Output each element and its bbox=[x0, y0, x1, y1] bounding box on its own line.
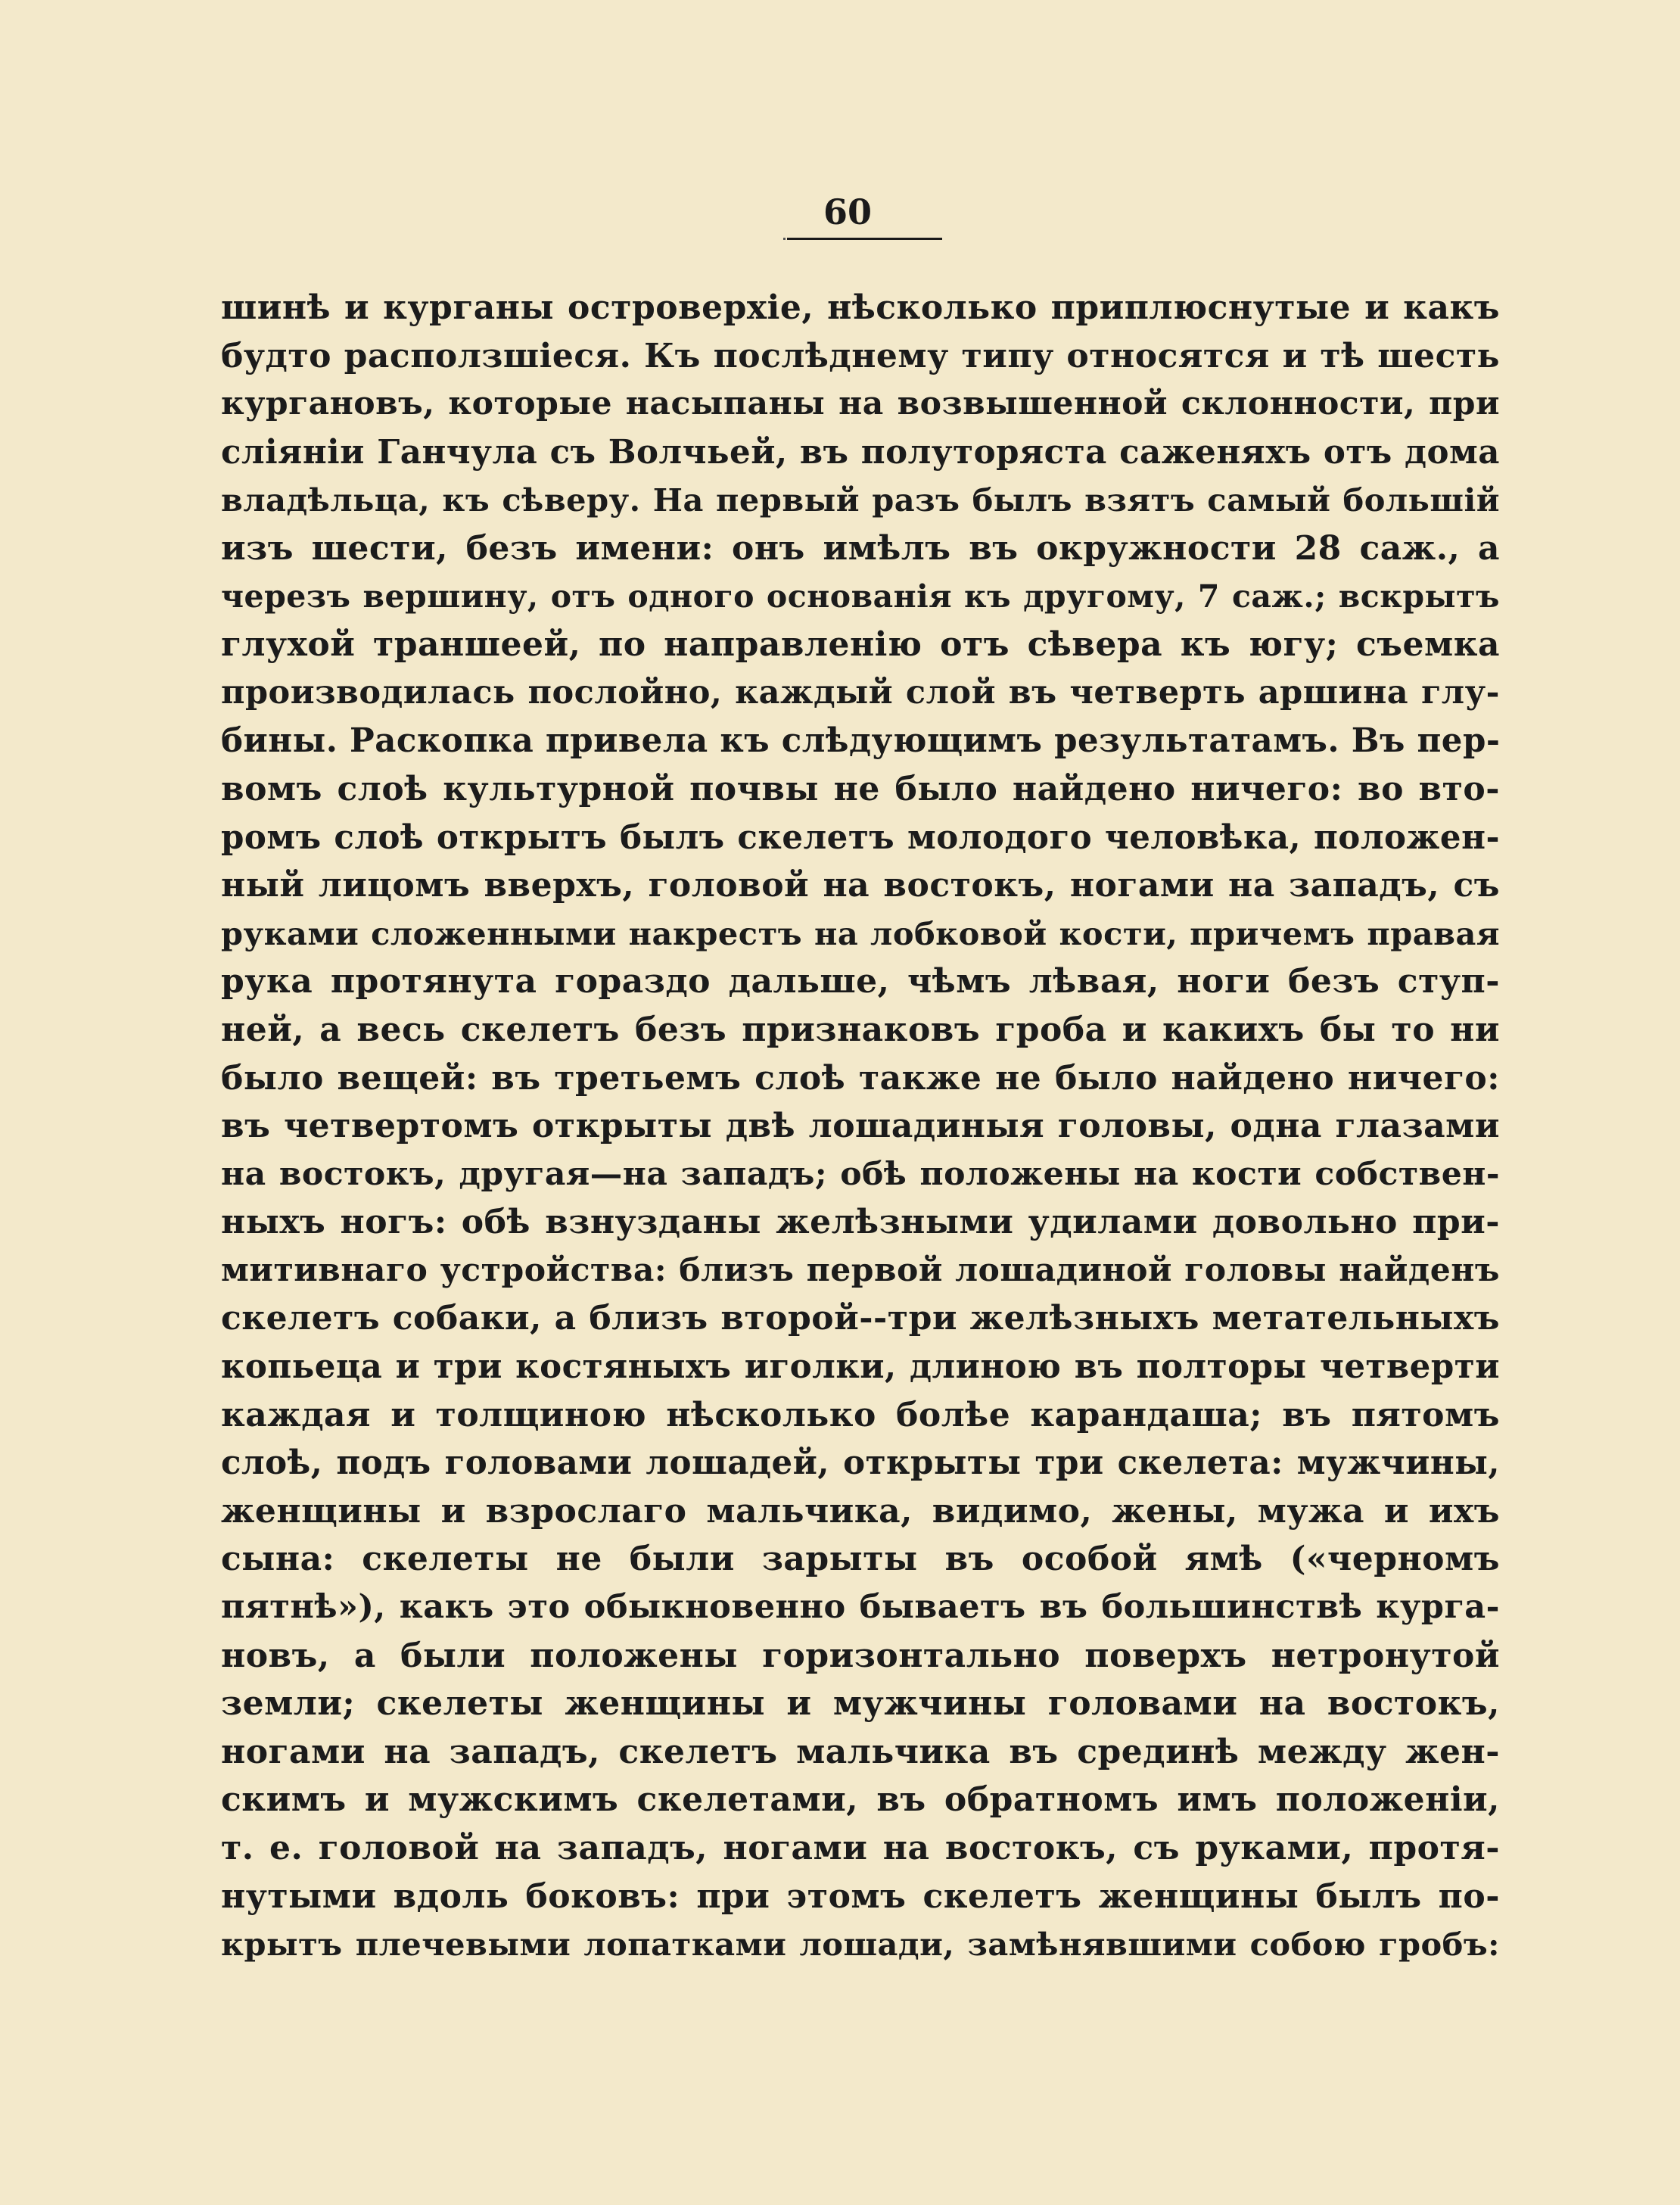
text-line: изъ шести, безъ имени: онъ имѣлъ въ окружности 28 саж., а bbox=[221, 528, 1500, 568]
text-line: скимъ и мужскимъ скелетами, въ обратномъ имъ положеніи, bbox=[221, 1780, 1500, 1820]
text-line: женщины и взрослаго мальчика, видимо, жены, мужа и ихъ bbox=[221, 1491, 1500, 1531]
text-line: было вещей: въ третьемъ слоѣ также не было найдено ничего: bbox=[221, 1058, 1500, 1098]
text-line: митивнаго устройства: близъ первой лошадиной головы найденъ bbox=[221, 1250, 1500, 1289]
text-line: земли; скелеты женщины и мужчины головами на востокъ, bbox=[221, 1684, 1500, 1724]
text-line: крытъ плечевыми лопатками лошади, замѣнявшими собою гробъ: bbox=[221, 1926, 1500, 1964]
text-line: скелетъ собаки, а близъ второй--три желѣзныхъ метательныхъ bbox=[221, 1299, 1500, 1338]
text-line: вомъ слоѣ культурной почвы не было найдено ничего: во вто- bbox=[221, 769, 1500, 808]
text-line: сліяніи Ганчула съ Волчьей, въ полуторяста саженяхъ отъ дома bbox=[221, 432, 1500, 472]
text-line: глухой траншеей, по направленію отъ сѣвера къ югу; съемка bbox=[221, 625, 1500, 665]
text-line: каждая и толщиною нѣсколько болѣе карандаша; въ пятомъ bbox=[221, 1395, 1500, 1434]
text-line: шинѣ и курганы островерхіе, нѣсколько приплюснутые и какъ bbox=[221, 288, 1500, 327]
text-line: ныхъ ногъ: обѣ взнузданы желѣзными удилами довольно при- bbox=[221, 1203, 1500, 1242]
text-line: копьеца и три костяныхъ иголки, длиною въ полторы четверти bbox=[221, 1347, 1500, 1387]
text-line: рука протянута гораздо дальше, чѣмъ лѣвая, ноги безъ ступ- bbox=[221, 962, 1500, 1001]
page-number-rule bbox=[787, 238, 942, 240]
text-line: черезъ вершину, отъ одного основанія къ другому, 7 саж.; вскрытъ bbox=[221, 578, 1500, 615]
text-line: слоѣ, подъ головами лошадей, открыты три скелета: мужчины, bbox=[221, 1444, 1500, 1483]
text-line: ромъ слоѣ открытъ былъ скелетъ молодого человѣка, положен- bbox=[221, 818, 1500, 857]
text-line: ногами на западъ, скелетъ мальчика въ срединѣ между жен- bbox=[221, 1732, 1500, 1771]
text-line: на востокъ, другая—на западъ; обѣ положены на кости собствен- bbox=[221, 1154, 1500, 1193]
text-line: бины. Раскопка привела къ слѣдующимъ результатамъ. Въ пер- bbox=[221, 721, 1501, 761]
page-number: 60 bbox=[823, 192, 872, 232]
body-text bbox=[221, 284, 1500, 1969]
text-line: кургановъ, которые насыпаны на возвышенной склонности, при bbox=[221, 385, 1500, 423]
text-line: новъ, а были положены горизонтально поверхъ нетронутой bbox=[221, 1636, 1500, 1675]
text-line: въ четвертомъ открыты двѣ лошадиныя головы, одна глазами bbox=[221, 1107, 1500, 1146]
text-line: сына: скелеты не были зарыты въ особой ямѣ («черномъ bbox=[221, 1540, 1500, 1579]
text-line: производилась послойно, каждый слой въ четверть аршина глу- bbox=[221, 673, 1500, 712]
text-line: владѣльца, къ сѣверу. На первый разъ былъ взятъ самый большій bbox=[221, 481, 1500, 519]
text-line: ный лицомъ вверхъ, головой на востокъ, ногами на западъ, съ bbox=[221, 866, 1500, 905]
text-line: пятнѣ»), какъ это обыкновенно бываетъ въ большинствѣ курга- bbox=[221, 1588, 1500, 1627]
text-line: т. е. головой на западъ, ногами на востокъ, съ руками, протя- bbox=[221, 1829, 1500, 1867]
text-line: будто расползшіеся. Къ послѣднему типу относятся и тѣ шесть bbox=[221, 336, 1500, 375]
text-line: ней, а весь скелетъ безъ признаковъ гроба и какихъ бы то ни bbox=[221, 1010, 1500, 1049]
text-line: руками сложенными накрестъ на лобковой кости, причемъ правая bbox=[221, 914, 1500, 952]
text-line: нутыми вдоль боковъ: при этомъ скелетъ женщины былъ по- bbox=[221, 1876, 1500, 1916]
